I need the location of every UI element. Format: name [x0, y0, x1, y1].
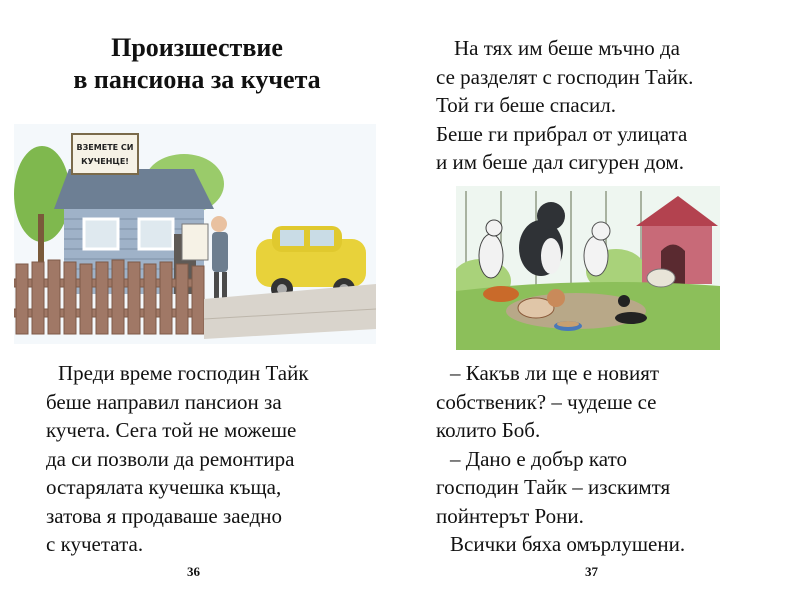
left-line-2: беше направил пансион за	[46, 389, 282, 414]
left-line-4: да си позволи да ремонтира	[46, 446, 295, 471]
title-line-1: Произшествие	[111, 33, 283, 62]
dog-yard-illustration	[456, 186, 720, 350]
right-top-line-2: се разделят с господин Тайк.	[436, 64, 694, 89]
sign-line-1: ВЗЕМЕТЕ СИ	[76, 143, 134, 152]
chapter-title	[0, 32, 394, 96]
sign-line-2: КУЧЕНЦЕ!	[81, 157, 129, 166]
title-line-2: в пансиона за кучета	[73, 65, 321, 94]
left-paragraph	[46, 359, 309, 559]
page-number-left: 36	[187, 564, 200, 579]
left-line-5: остарялата кучешка къща,	[46, 475, 282, 499]
right-bottom-paragraph	[436, 359, 685, 559]
right-top-line-4: Беше ги прибрал от улицата	[436, 121, 688, 146]
right-top-line-1: На тях им беше мъчно да	[454, 36, 680, 60]
left-line-7: с кучетата.	[46, 532, 144, 556]
right-top-line-5: и им беше дал сигурен дом.	[436, 150, 684, 174]
left-line-1: Преди време господин Тайк	[58, 361, 309, 385]
right-bottom-line-1: – Какъв ли ще е новият	[450, 361, 660, 385]
right-page	[394, 0, 788, 598]
page-number-right: 37	[585, 564, 598, 579]
right-bottom-line-6: пойнтерът Рони.	[436, 503, 584, 528]
right-bottom-line-3: колито Боб.	[436, 418, 541, 442]
right-bottom-line-5: господин Тайк – изскимтя	[436, 475, 671, 499]
right-top-paragraph	[436, 34, 693, 177]
left-line-6: затова я продаваше заедно	[46, 503, 283, 528]
right-bottom-line-7: Всички бяха омърлушени.	[450, 532, 686, 556]
right-bottom-line-2: собственик? – чудеше се	[436, 389, 657, 414]
right-bottom-line-4: – Дано е добър като	[450, 446, 627, 471]
kennel-street-illustration	[14, 124, 376, 344]
left-line-3: кучета. Сега той не можеше	[46, 418, 297, 442]
right-top-line-3: Той ги беше спасил.	[436, 93, 616, 117]
